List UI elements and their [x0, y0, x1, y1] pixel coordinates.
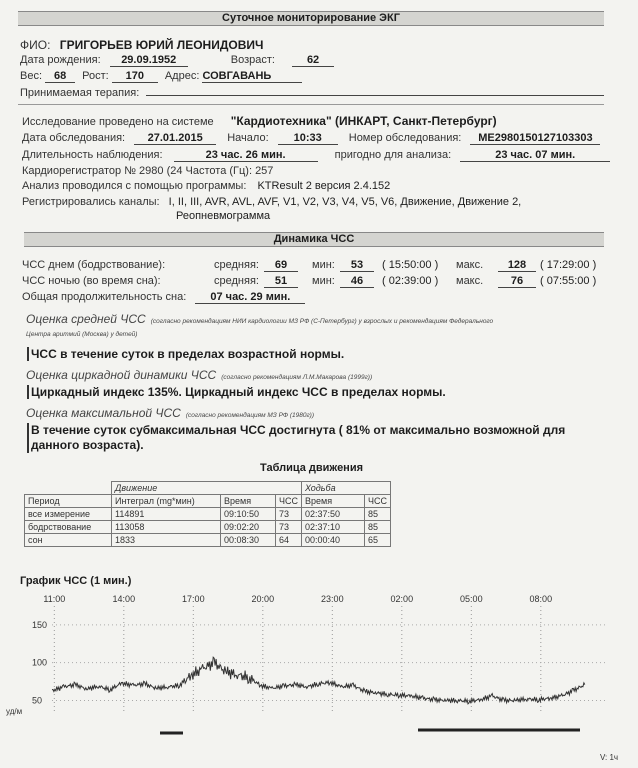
- x-tick-label: 11:00: [43, 594, 66, 604]
- max-assessment-head: [26, 406, 314, 420]
- hr-chart: [0, 590, 638, 768]
- channels-row: [22, 196, 521, 208]
- col-header: ЧСС: [365, 495, 391, 508]
- table-cell: 09:02:20: [221, 521, 276, 534]
- number-label: Номер обследования:: [348, 132, 462, 144]
- avg-conclusion: ЧСС в течение суток в пределах возрастной нормы.: [27, 347, 344, 361]
- table-cell: 00:08:30: [221, 534, 276, 547]
- recorder-row: Кардиорегистратор № 2980 (24 Частота (Гц): 257: [22, 165, 274, 177]
- day-avg: 69: [264, 259, 298, 272]
- program-value: KTResult 2 версия 2.4.152: [257, 180, 391, 192]
- night-min: 46: [340, 275, 374, 288]
- hr-night-label: ЧСС ночью (во время сна):: [22, 275, 161, 287]
- scale-label: V: 1ч: [600, 753, 619, 762]
- program-row: [22, 180, 390, 192]
- address-label: Адрес:: [164, 70, 200, 82]
- group-walk: Ходьба: [302, 482, 391, 495]
- age-label: Возраст:: [230, 54, 275, 66]
- age-value: 62: [292, 54, 334, 67]
- sleep-label: Общая продолжительность сна:: [22, 291, 187, 303]
- channels-label: Регистрировались каналы:: [22, 196, 160, 208]
- col-header: Период: [25, 495, 112, 508]
- start-label: Начало:: [227, 132, 269, 144]
- height-value: 170: [112, 70, 158, 83]
- circ-conclusion: Циркадный индекс 135%. Циркадный индекс ЧСС в пределах нормы.: [27, 385, 446, 399]
- night-max-time: ( 07:55:00 ): [540, 275, 597, 287]
- channels-value-cont: Реопневмограмма: [176, 210, 271, 222]
- x-tick-label: 20:00: [251, 594, 275, 604]
- table-cell: 64: [276, 534, 302, 547]
- report-title: Суточное мониторирование ЭКГ: [18, 11, 604, 26]
- col-header: Время: [221, 495, 276, 508]
- therapy-row: [20, 87, 604, 99]
- table-cell: бодрствование: [25, 521, 112, 534]
- y-tick-label: 150: [32, 619, 48, 630]
- avg-label: средняя:: [214, 259, 259, 271]
- circ-assessment-head: [26, 368, 372, 382]
- group-movement: Движение: [112, 482, 302, 495]
- address-value: СОВГАВАНЬ: [202, 70, 302, 83]
- x-tick-label: 17:00: [182, 594, 205, 604]
- table-header-row: [25, 495, 391, 508]
- x-tick-label: 23:00: [321, 594, 344, 604]
- night-avg: 51: [264, 275, 298, 288]
- max-conclusion-line1: В течение суток субмаксимальная ЧСС достигнута ( 81% от максимально возможной для: [31, 423, 566, 437]
- system-row: [22, 114, 497, 128]
- y-unit: уд/м: [6, 707, 23, 716]
- col-header: ЧСС: [276, 495, 302, 508]
- hr-day-row: [22, 259, 612, 271]
- y-tick-label: 100: [32, 657, 48, 668]
- table-cell: 73: [276, 508, 302, 521]
- date-row: [22, 132, 600, 145]
- night-max: 76: [498, 275, 536, 288]
- table-cell: 85: [365, 508, 391, 521]
- col-header: Время: [302, 495, 365, 508]
- max-note: (согласно рекомендациям МЗ РФ (1980г)): [185, 412, 314, 419]
- y-tick-label: 50: [32, 695, 43, 706]
- separator: [18, 104, 604, 105]
- date-label: Дата обследования:: [22, 132, 126, 144]
- avg-note-1: (согласно рекомендациям НИИ кардиологии МЗ РФ (С-Петербург) у взрослых и рекомендациям Федерального: [150, 318, 494, 325]
- fio-row: [20, 38, 263, 52]
- chart-title: График ЧСС (1 мин.): [20, 575, 132, 587]
- height-label: Рост:: [82, 70, 109, 82]
- usable-value: 23 час. 07 мин.: [460, 149, 610, 162]
- table-row: [25, 521, 391, 534]
- movement-table-title: Таблица движения: [260, 462, 364, 474]
- x-tick-label: 02:00: [390, 594, 414, 604]
- hr-section-title: Динамика ЧСС: [24, 232, 604, 247]
- day-min-time: ( 15:50:00 ): [382, 259, 439, 271]
- fio-label: ФИО:: [20, 38, 51, 52]
- hr-series-line: [52, 657, 585, 704]
- circ-note: (согласно рекомендациям Л.М.Макарова (1999г)): [221, 374, 373, 381]
- x-tick-label: 08:00: [529, 594, 553, 604]
- movement-table: [24, 481, 391, 547]
- usable-label: пригодно для анализа:: [334, 149, 452, 161]
- channels-value: I, II, III, AVR, AVL, AVF, V1, V2, V3, V4, V5, V6, Движение, Движение 2,: [168, 196, 522, 208]
- max-conclusion: [27, 423, 565, 453]
- patient-name: ГРИГОРЬЕВ ЮРИЙ ЛЕОНИДОВИЧ: [59, 38, 264, 52]
- therapy-label: Принимаемая терапия:: [20, 87, 140, 99]
- table-cell: 73: [276, 521, 302, 534]
- day-max-time: ( 17:29:00 ): [540, 259, 597, 271]
- program-label: Анализ проводился с помощью программы:: [22, 180, 247, 192]
- dob-label: Дата рождения:: [20, 54, 101, 66]
- table-row: [25, 534, 391, 547]
- table-cell: все измерение: [25, 508, 112, 521]
- weight-value: 68: [45, 70, 75, 83]
- max-label: макс.: [456, 259, 484, 271]
- system-label: Исследование проведено на системе: [22, 116, 214, 128]
- weight-label: Вес:: [20, 70, 43, 82]
- table-cell: 00:00:40: [302, 534, 365, 547]
- sleep-value: 07 час. 29 мин.: [195, 291, 305, 304]
- avg-assessment-head: [26, 312, 493, 326]
- table-cell: 114891: [112, 508, 221, 521]
- duration-row: [22, 149, 610, 162]
- night-min-time: ( 02:39:00 ): [382, 275, 439, 287]
- avg-note-2: Центра аритмий (Москва) у детей): [26, 331, 138, 338]
- table-cell: 65: [365, 534, 391, 547]
- table-cell: 113058: [112, 521, 221, 534]
- table-cell: 02:37:10: [302, 521, 365, 534]
- table-cell: 85: [365, 521, 391, 534]
- x-tick-label: 14:00: [112, 594, 136, 604]
- max-conclusion-line2: данного возраста).: [31, 438, 144, 452]
- day-max: 128: [498, 259, 536, 272]
- dob-row: [20, 54, 334, 67]
- max-label-night: макс.: [456, 275, 484, 287]
- start-value: 10:33: [278, 132, 338, 145]
- therapy-value: [146, 95, 604, 96]
- number-value: ME2980150127103303: [470, 132, 600, 145]
- duration-value: 23 час. 26 мин.: [174, 149, 318, 162]
- min-label-night: мин:: [312, 275, 335, 287]
- circ-head: Оценка циркадной динамики ЧСС: [26, 368, 217, 382]
- table-cell: 02:37:50: [302, 508, 365, 521]
- table-cell: сон: [25, 534, 112, 547]
- table-group-row: [25, 482, 391, 495]
- system-value: "Кардиотехника" (ИНКАРТ, Санкт-Петербург): [230, 114, 497, 128]
- max-head: Оценка максимальной ЧСС: [26, 406, 181, 420]
- table-cell: 09:10:50: [221, 508, 276, 521]
- avg-label-night: средняя:: [214, 275, 259, 287]
- date-value: 27.01.2015: [134, 132, 216, 145]
- x-tick-label: 05:00: [460, 594, 483, 604]
- avg-head: Оценка средней ЧСС: [26, 312, 146, 326]
- body-row: [20, 70, 302, 83]
- table-cell: 1833: [112, 534, 221, 547]
- col-header: Интеграл (mg*мин): [112, 495, 221, 508]
- table-row: [25, 508, 391, 521]
- hr-day-label: ЧСС днем (бодрствование):: [22, 259, 166, 271]
- dob-value: 29.09.1952: [110, 54, 188, 67]
- hr-night-row: [22, 275, 612, 287]
- duration-label: Длительность наблюдения:: [22, 149, 163, 161]
- day-min: 53: [340, 259, 374, 272]
- min-label: мин:: [312, 259, 335, 271]
- sleep-row: [22, 291, 305, 304]
